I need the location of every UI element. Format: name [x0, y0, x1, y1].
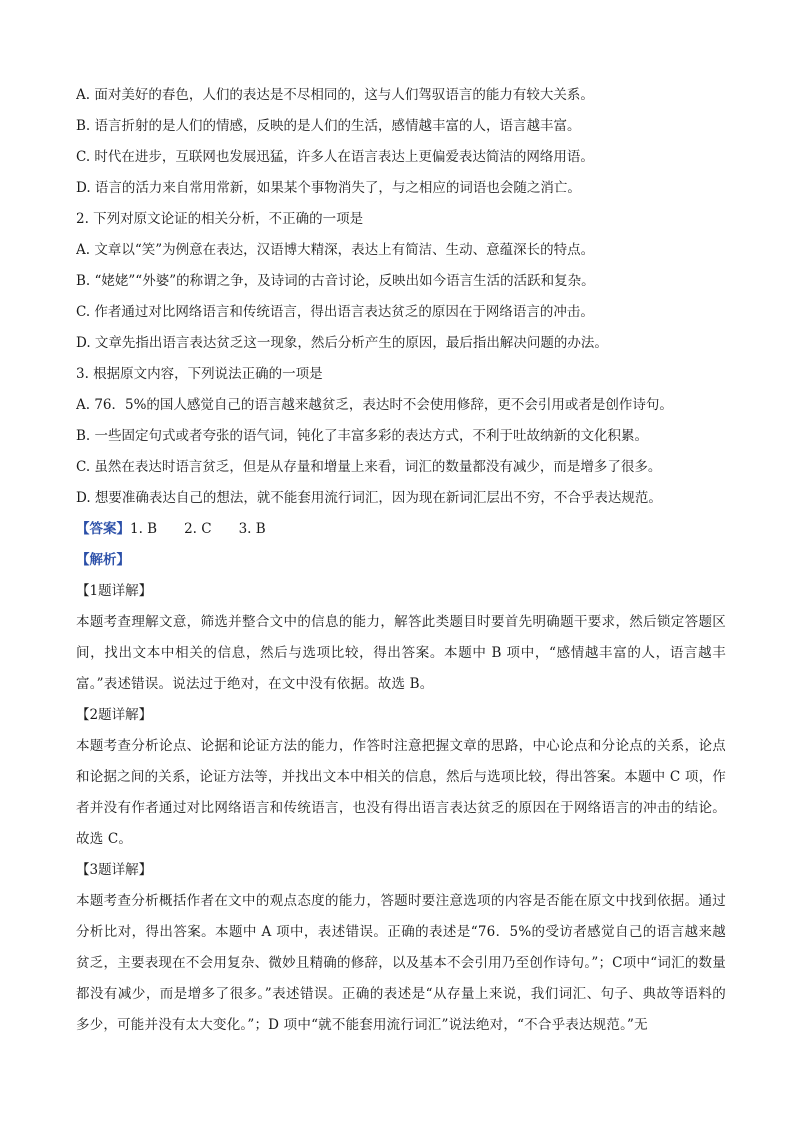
- answer-line: [76, 514, 726, 545]
- q2-option-b: B. “姥姥”“外婆”的称谓之争，及诗词的古音讨论，反映出如今语言生活的活跃和复杂。: [76, 273, 595, 289]
- answer-value: 1. B 2. C 3. B: [130, 521, 266, 537]
- q2-option-d: D. 文章先指出语言表达贫乏这一现象，然后分析产生的原因，最后指出解决问题的办法。: [76, 335, 608, 351]
- analysis-heading: 【解析】: [76, 552, 130, 568]
- q2-option-a: A. 文章以“笑”为例意在表达，汉语博大精深，表达上有简洁、生动、意蕴深长的特点。: [76, 242, 595, 258]
- detail-3-text: 本题考查分析概括作者在文中的观点态度的能力，答题时要注意选项的内容是否能在原文中找到依据。通过分析比对，得出答案。本题中 A 项中，表述错误。正确的表述是“76．5%的受访者感觉自己的语言越来越贫乏，主要表现在不会用复杂、微妙且精确的修辞，以及基本不会引用乃至创作诗句。”；C项中“词汇的数量都没有减少，而是增多了很多。”表述错误。正确的表述是“从存量上来说，我们词汇、句子、典故等语料的多少，可能并没有太大变化。”；D 项中“就不能套用流行词汇”说法绝对，“不合乎表达规范。”无: [76, 893, 726, 1033]
- q3-option-c: C. 虽然在表达时语言贫乏，但是从存量和增量上来看，词汇的数量都没有减少，而是增多了很多。: [76, 459, 662, 475]
- q3-option-b: B. 一些固定句式或者夸张的语气词，钝化了丰富多彩的表达方式，不利于吐故纳新的文化积累。: [76, 428, 649, 444]
- q2-option-c: C. 作者通过对比网络语言和传统语言，得出语言表达贫乏的原因在于网络语言的冲击。: [76, 304, 594, 320]
- detail-2-text: 本题考查分析论点、论据和论证方法的能力，作答时注意把握文章的思路，中心论点和分论点的关系，论点和论据之间的关系，论证方法等，并找出文本中相关的信息，然后与选项比较，得出答案。本题中 C 项，作者并没有作者通过对比网络语言和传统语言，也没有得出语言表达贫乏的原因在于网络语言的冲击的结论。故选 C。: [76, 738, 726, 847]
- q2-stem: 2. 下列对原文论证的相关分析，不正确的一项是: [76, 211, 364, 227]
- q1-option-d: D. 语言的活力来自常用常新，如果某个事物消失了，与之相应的词语也会随之消亡。: [76, 180, 581, 196]
- detail-1-text: 本题考查理解文意，筛选并整合文中的信息的能力，解答此类题目时要首先明确题干要求，然后锁定答题区间，找出文本中相关的信息，然后与选项比较，得出答案。本题中 B 项中，“感情越丰富的人，语言越丰富。”表述错误。说法过于绝对，在文中没有依据。故选 B。: [76, 614, 726, 692]
- q1-option-a: A. 面对美好的春色，人们的表达是不尽相同的，这与人们驾驭语言的能力有较大关系。: [76, 87, 594, 103]
- detail-3-heading: 【3题详解】: [76, 862, 153, 878]
- q1-option-c: C. 时代在进步，互联网也发展迅猛，许多人在语言表达上更偏爱表达简洁的网络用语。: [76, 149, 594, 165]
- detail-1-heading: 【1题详解】: [76, 583, 153, 599]
- q1-option-b: B. 语言折射的是人们的情感，反映的是人们的生活，感情越丰富的人，语言越丰富。: [76, 118, 581, 134]
- answer-tag: 【答案】: [76, 521, 130, 537]
- detail-2-heading: 【2题详解】: [76, 707, 153, 723]
- q3-option-d: D. 想要准确表达自己的想法，就不能套用流行词汇，因为现在新词汇层出不穷，不合乎表达规范。: [76, 490, 662, 506]
- q3-stem: 3. 根据原文内容，下列说法正确的一项是: [76, 366, 323, 382]
- q3-option-a: A. 76．5%的国人感觉自己的语言越来越贫乏，表达时不会使用修辞，更不会引用或者是创作诗句。: [76, 397, 673, 413]
- document-page: [76, 80, 726, 1041]
